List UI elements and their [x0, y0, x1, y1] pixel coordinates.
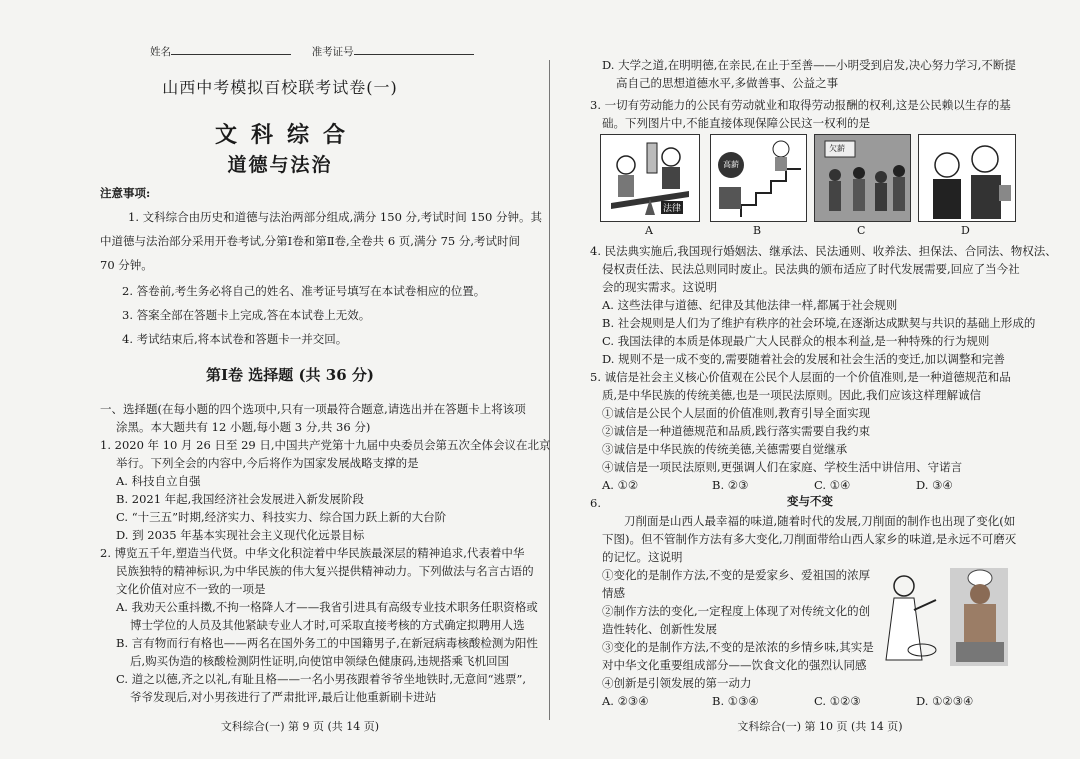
picture-a-label: A — [645, 224, 653, 237]
question-2-stem: 文化价值对应不一致的一项是 — [116, 582, 266, 596]
question-6-option-c: C. ①②③ — [814, 694, 861, 708]
notice-heading: 注意事项: — [100, 186, 151, 200]
stairs-cartoon-image — [711, 135, 806, 221]
question-5-option-d: D. ③④ — [916, 478, 953, 492]
notice-line: 4. 考试结束后,将本试卷和答题卡一并交回。 — [122, 332, 348, 346]
name-blank — [171, 44, 291, 55]
question-2-stem: 民族独特的精神标识,为中华民族的伟大复兴提供精神动力。下列做法与名言古语的 — [116, 564, 534, 578]
question-5-stem: 5. 诚信是社会主义核心价值观在公民个人层面的一个价值准则,是一种道德规范和品 — [590, 370, 1011, 384]
name-field — [150, 44, 474, 61]
question-2-option-d: D. 大学之道,在明明德,在亲民,在止于至善——小明受到启发,决心努力学习,不断提 — [602, 58, 1016, 72]
subject-subtitle: 道德与法治 — [227, 154, 333, 176]
question-3-stem: 3. 一切有劳动能力的公民有劳动就业和取得劳动报酬的权利,这是公民赖以生存的基 — [590, 98, 1011, 112]
question-6-intro: 刀削面是山西人最幸福的味道,随着时代的发展,刀削面的制作也出现了变化(如 — [624, 514, 1016, 528]
question-4-stem: 会的现实需求。这说明 — [602, 280, 717, 294]
notice-line: 2. 答卷前,考生务必将自己的姓名、准考证号填写在本试卷相应的位置。 — [122, 284, 486, 298]
question-1-option-b: B. 2021 年起,我国经济社会发展进入新发展阶段 — [116, 492, 364, 506]
page-footer: 文科综合(一) 第 9 页 (共 14 页) — [220, 720, 380, 733]
question-1-stem: 举行。下列全会的内容中,今后将作为国家发展战略支撑的是 — [116, 456, 419, 470]
section-title: 第Ⅰ卷 选择题 (共 36 分) — [206, 366, 374, 384]
question-1-option-d: D. 到 2035 年基本实现社会主义现代化远景目标 — [116, 528, 365, 542]
question-2-option-b: 后,购买伪造的核酸检测阴性证明,向使馆申领绿色健康码,违规搭乘飞机回国 — [130, 654, 509, 668]
page-footer: 文科综合(一) 第 10 页 (共 14 页) — [737, 720, 903, 733]
instruction-line: 一、选择题(在每小题的四个选项中,只有一项最符合题意,请选出并在答题卡上将该项 — [100, 402, 526, 416]
question-4-stem: 4. 民法典实施后,我国现行婚姻法、继承法、民法通则、收养法、担保法、合同法、物权法、 — [590, 244, 1057, 258]
picture-b-label: B — [753, 224, 762, 237]
question-4-option-c: C. 我国法律的本质是体现最广大人民群众的根本利益,是一种特殊的行为规则 — [602, 334, 990, 348]
question-6-title: 变与不变 — [787, 494, 833, 508]
question-6-item: 情感 — [602, 586, 625, 600]
question-6-item: ④创新是引领发展的第一动力 — [602, 676, 752, 690]
question-6-number: 6. — [590, 496, 601, 510]
picture-d — [918, 134, 1016, 222]
name-label: 姓名 — [150, 46, 171, 58]
question-2-option-a: A. 我劝天公重抖擞,不拘一格降人才——我省引进具有高级专业技术职务任职资格或 — [116, 600, 538, 614]
picture-c — [814, 134, 911, 222]
question-5-option-c: C. ①④ — [814, 478, 851, 492]
exam-no-label: 准考证号 — [311, 46, 354, 58]
question-6-intro: 的记忆。这说明 — [602, 550, 683, 564]
exam-title: 山西中考模拟百校联考试卷(一) — [162, 78, 398, 97]
notice-line: 70 分钟。 — [100, 258, 153, 272]
robot-chef-image — [950, 568, 1008, 666]
scale-cartoon-image — [601, 135, 699, 221]
two-men-cartoon-image — [919, 135, 1015, 221]
subject-title: 文科综合 — [214, 122, 359, 148]
question-2-stem: 2. 博览五千年,塑造当代贤。中华文化积淀着中华民族最深层的精神追求,代表着中华 — [100, 546, 525, 560]
question-6-intro: 下图)。但不管制作方法有多大变化,刀削面带给山西人家乡的味道,是永远不可磨灭 — [602, 532, 1017, 546]
question-2-option-a: 博士学位的人员及其他紧缺专业人才时,可采取直接考核的方式确定拟聘用人选 — [130, 618, 525, 632]
question-6-option-b: B. ①③④ — [712, 694, 759, 708]
picture-c-label: C — [857, 224, 866, 237]
question-5-option-a: A. ①② — [602, 478, 639, 492]
notice-line: 1. 文科综合由历史和道德与法治两部分组成,满分 150 分,考试时间 150 分钟。其 — [128, 210, 542, 224]
picture-b — [710, 134, 807, 222]
question-6-option-a: A. ②③④ — [602, 694, 649, 708]
traditional-chef-image — [872, 570, 942, 666]
question-5-item: ①诚信是公民个人层面的价值准则,教育引导全面实现 — [602, 406, 871, 420]
question-6-item: 造性转化、创新性发展 — [602, 622, 717, 636]
question-6-item: ③变化的是制作方法,不变的是浓浓的乡情乡味,其实是 — [602, 640, 874, 654]
question-5-item: ④诚信是一项民法原则,更强调人们在家庭、学校生活中讲信用、守诺言 — [602, 460, 963, 474]
question-4-option-d: D. 规则不是一成不变的,需要随着社会的发展和社会生活的变迁,加以调整和完善 — [602, 352, 1005, 366]
question-4-option-a: A. 这些法律与道德、纪律及其他法律一样,都属于社会规则 — [602, 298, 898, 312]
question-2-option-b: B. 言有物而行有格也——两名在国外务工的中国籍男子,在新冠病毒核酸检测为阳性 — [116, 636, 538, 650]
question-6-option-d: D. ①②③④ — [916, 694, 974, 708]
question-2-option-c: 爷爷发现后,对小男孩进行了严肃批评,最后让他重新刷卡进站 — [130, 690, 437, 704]
question-1-stem: 1. 2020 年 10 月 26 日至 29 日,中国共产党第十九届中央委员会第五次全体会议在北京 — [100, 438, 551, 452]
question-1-option-a: A. 科技自立自强 — [116, 474, 201, 488]
question-2-option-d: 高自己的思想道德水平,多做善事、公益之事 — [616, 76, 839, 90]
exam-no-blank — [354, 44, 474, 55]
unpaid-wages-caption: 欠薪 — [829, 144, 845, 153]
question-4-option-b: B. 社会规则是人们为了维护有秩序的社会环境,在逐渐达成默契与共识的基础上形成的 — [602, 316, 1036, 330]
question-3-stem: 础。下列图片中,不能直接体现保障公民这一权利的是 — [602, 116, 871, 130]
question-5-stem: 质,是中华民族的传统美德,也是一项民法原则。因此,我们应该这样理解诚信 — [602, 388, 981, 402]
question-5-item: ②诚信是一种道德规范和品质,践行落实需要自我约束 — [602, 424, 871, 438]
question-6-item: ①变化的是制作方法,不变的是爱家乡、爱祖国的浓厚 — [602, 568, 871, 582]
instruction-line: 涂黑。本大题共有 12 小题,每小题 3 分,共 36 分) — [116, 420, 371, 434]
question-6-item: 对中华文化重要组成部分——饮食文化的强烈认同感 — [602, 658, 867, 672]
question-4-stem: 侵权责任法、民法总则同时废止。民法典的颁布适应了时代发展需要,回应了当今社 — [602, 262, 1020, 276]
high-salary-caption: 高薪 — [723, 160, 739, 169]
notice-line: 中道德与法治部分采用开卷考试,分第Ⅰ卷和第Ⅱ卷,全卷共 6 页,满分 75 分,考试时间 — [100, 234, 521, 248]
question-6-item: ②制作方法的变化,一定程度上体现了对传统文化的创 — [602, 604, 871, 618]
question-5-item: ③诚信是中华民族的传统美德,关德需要自觉继承 — [602, 442, 848, 456]
question-5-option-b: B. ②③ — [712, 478, 749, 492]
picture-a — [600, 134, 700, 222]
question-2-option-c: C. 道之以德,齐之以礼,有耻且格——一名小男孩跟着爷爷坐地铁时,无意间“逃票”, — [116, 672, 527, 686]
notice-line: 3. 答案全部在答题卡上完成,答在本试卷上无效。 — [122, 308, 371, 322]
law-caption: 法律 — [661, 201, 683, 214]
picture-d-label: D — [961, 224, 970, 237]
right-page — [540, 0, 1080, 759]
question-1-option-c: C. “十三五”时期,经济实力、科技实力、综合国力跃上新的大台阶 — [116, 510, 447, 524]
